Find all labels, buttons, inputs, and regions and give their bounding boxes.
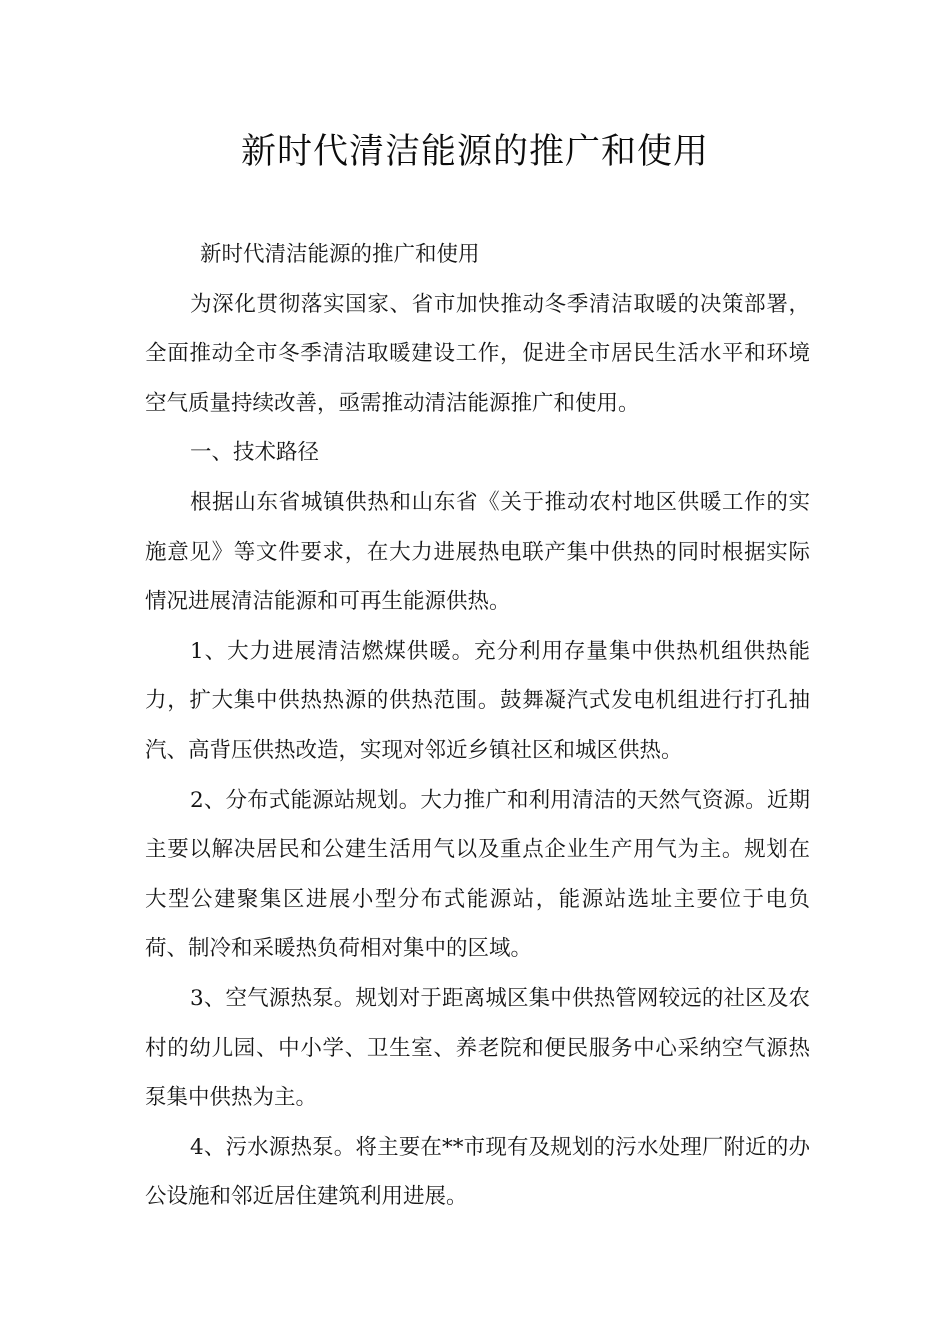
paragraph-intro: 为深化贯彻落实国家、省市加快推动冬季清洁取暖的决策部署，全面推动全市冬季清洁取暖建设工作，促进全市居民生活水平和环境空气质量持续改善，亟需推动清洁能源推广和使用。: [145, 291, 810, 416]
paragraph-item-1: 1、大力进展清洁燃煤供暖。充分利用存量集中供热机组供热能力，扩大集中供热热源的供热范围。鼓舞凝汽式发电机组进行打孔抽汽、高背压供热改造，实现对邻近乡镇社区和城区供热。: [145, 638, 810, 763]
document-subtitle: 新时代清洁能源的推广和使用: [200, 242, 480, 267]
document-body: [145, 230, 810, 1222]
paragraph-item-4: 4、污水源热泵。将主要在**市现有及规划的污水处理厂附近的办公设施和邻近居住建筑利用进展。: [145, 1134, 810, 1210]
paragraph-item-2: 2、分布式能源站规划。大力推广和利用清洁的天然气资源。近期主要以解决居民和公建生活用气以及重点企业生产用气为主。规划在大型公建聚集区进展小型分布式能源站，能源站选址主要位于电负荷、制冷和采暖热负荷相对集中的区域。: [145, 787, 810, 962]
paragraph-item-3: 3、空气源热泵。规划对于距离城区集中供热管网较远的社区及农村的幼儿园、中小学、卫生室、养老院和便民服务中心采纳空气源热泵集中供热为主。: [145, 985, 810, 1111]
paragraph-policy-basis: 根据山东省城镇供热和山东省《关于推动农村地区供暖工作的实施意见》等文件要求，在大力进展热电联产集中供热的同时根据实际情况进展清洁能源和可再生能源供热。: [145, 489, 810, 615]
section-heading-technical-path: 一、技术路径: [190, 440, 320, 466]
document-title: 新时代清洁能源的推广和使用: [240, 132, 709, 172]
